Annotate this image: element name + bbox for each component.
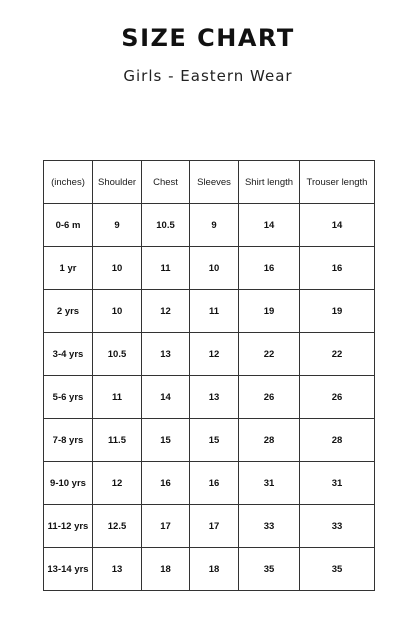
size-chart-table [43,160,375,591]
table-cell: 10.5 [93,333,142,376]
table-row [44,419,375,462]
table-cell: 14 [300,204,375,247]
table-cell: 10 [190,247,239,290]
table-cell: 33 [300,505,375,548]
table-cell: 1 yr [44,247,93,290]
header-cell-chest: Chest [142,161,190,204]
table-cell: 26 [239,376,300,419]
table-row [44,376,375,419]
table-cell: 28 [300,419,375,462]
table-cell: 10 [93,247,142,290]
table-cell: 12 [142,290,190,333]
table-cell: 31 [239,462,300,505]
table-header [44,161,375,204]
table-cell: 12 [190,333,239,376]
table-cell: 13 [93,548,142,591]
table-cell: 14 [239,204,300,247]
table-cell: 5-6 yrs [44,376,93,419]
table-cell: 22 [239,333,300,376]
table-row [44,462,375,505]
table-cell: 17 [190,505,239,548]
header-cell-shirt-length: Shirt length [239,161,300,204]
table-cell: 19 [300,290,375,333]
table-cell: 12 [93,462,142,505]
table-cell: 11 [93,376,142,419]
table-cell: 11.5 [93,419,142,462]
table-cell: 35 [300,548,375,591]
page-title: SIZE CHART [121,24,295,52]
header-cell-shoulder: Shoulder [93,161,142,204]
table-cell: 2 yrs [44,290,93,333]
table-cell: 16 [300,247,375,290]
table-cell: 35 [239,548,300,591]
table-cell: 28 [239,419,300,462]
table-cell: 12.5 [93,505,142,548]
table-cell: 15 [142,419,190,462]
table-row [44,548,375,591]
table-row [44,247,375,290]
table-cell: 11 [142,247,190,290]
table-row [44,290,375,333]
header-cell-sleeves: Sleeves [190,161,239,204]
table-cell: 31 [300,462,375,505]
table-cell: 16 [190,462,239,505]
table-cell: 16 [142,462,190,505]
table-row [44,204,375,247]
table-cell: 19 [239,290,300,333]
table-cell: 10.5 [142,204,190,247]
table-cell: 9 [93,204,142,247]
table-row [44,333,375,376]
table-cell: 0-6 m [44,204,93,247]
page-subtitle: Girls - Eastern Wear [123,67,293,85]
table-cell: 18 [142,548,190,591]
table-cell: 7-8 yrs [44,419,93,462]
table-cell: 13-14 yrs [44,548,93,591]
table-row [44,505,375,548]
table-cell: 9 [190,204,239,247]
table-cell: 17 [142,505,190,548]
table-cell: 18 [190,548,239,591]
table-cell: 11 [190,290,239,333]
table-cell: 33 [239,505,300,548]
table-cell: 13 [190,376,239,419]
header-cell-measure: (inches) [44,161,93,204]
header-row [44,161,375,204]
table-cell: 26 [300,376,375,419]
table-cell: 13 [142,333,190,376]
table-body [44,204,375,591]
table-cell: 9-10 yrs [44,462,93,505]
table-cell: 10 [93,290,142,333]
table-cell: 3-4 yrs [44,333,93,376]
header-cell-trouser-length: Trouser length [300,161,375,204]
table-cell: 22 [300,333,375,376]
table-cell: 16 [239,247,300,290]
table-cell: 15 [190,419,239,462]
table-cell: 14 [142,376,190,419]
table-cell: 11-12 yrs [44,505,93,548]
